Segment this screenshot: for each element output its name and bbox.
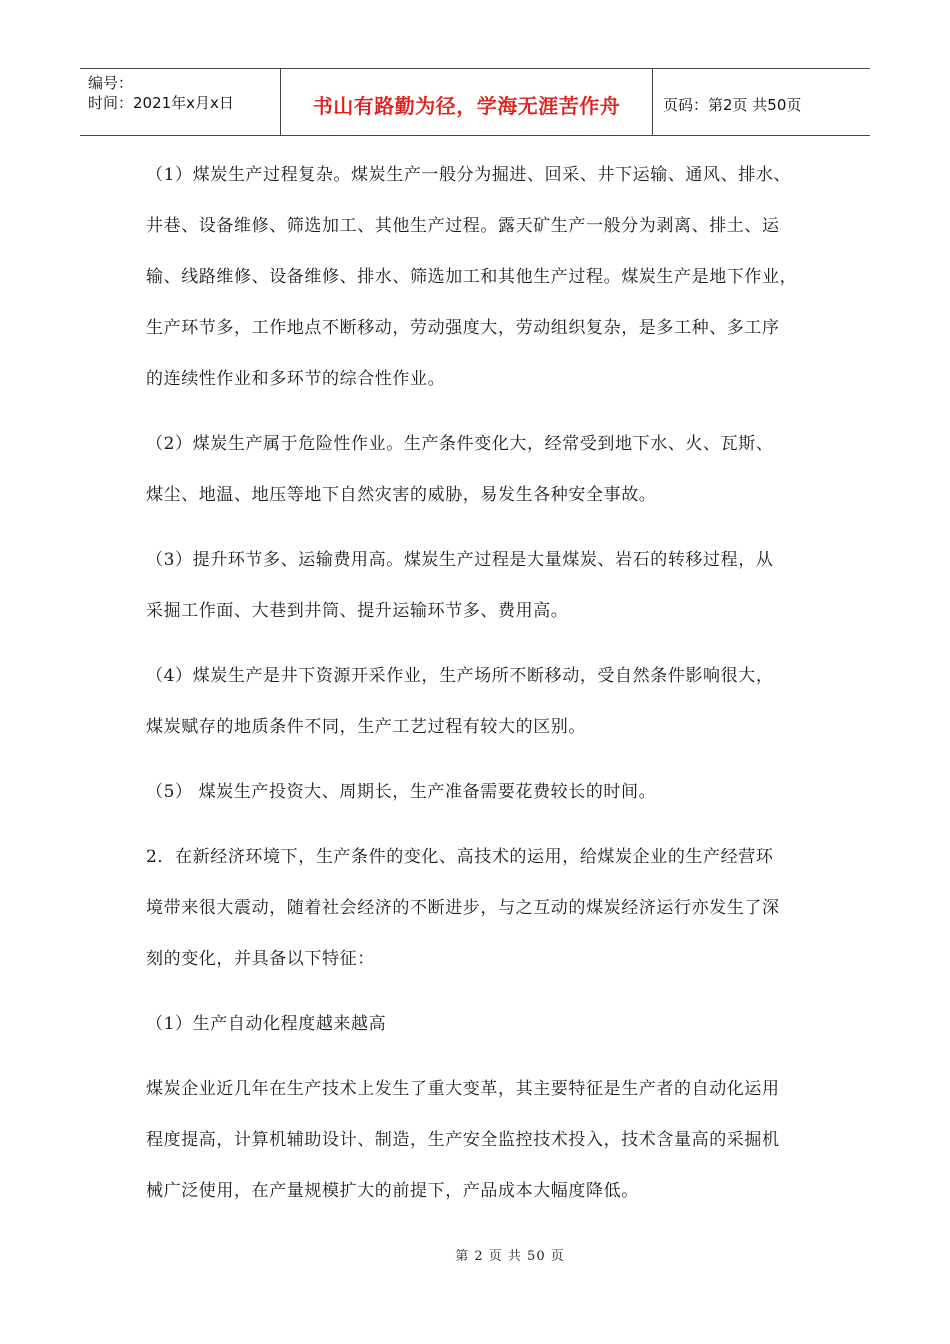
body-line: 采掘工作面、大巷到井筒、提升运输环节多、费用高。 — [146, 601, 569, 621]
body-line: （3）提升环节多、运输费用高。煤炭生产过程是大量煤炭、岩石的转移过程，从 — [146, 550, 774, 570]
time-label: 时间：2021年x月x日 — [88, 94, 234, 112]
body-line: 井巷、设备维修、筛选加工、其他生产过程。露天矿生产一般分为剥离、排土、运 — [146, 216, 780, 236]
body-line: 煤炭企业近几年在生产技术上发生了重大变革，其主要特征是生产者的自动化运用 — [146, 1079, 780, 1099]
body-line: 程度提高，计算机辅助设计、制造，生产安全监控技术投入，技术含量高的采掘机 — [146, 1130, 780, 1150]
header-page-cell — [653, 69, 870, 135]
body-line: 煤尘、地温、地压等地下自然灾害的威胁，易发生各种安全事故。 — [146, 485, 657, 505]
body-line: 的连续性作业和多环节的综合性作业。 — [146, 369, 446, 389]
body-line: （2）煤炭生产属于危险性作业。生产条件变化大，经常受到地下水、火、瓦斯、 — [146, 434, 774, 454]
page-header — [80, 68, 870, 136]
number-label: 编号： — [88, 74, 134, 92]
header-meta-cell — [80, 69, 281, 135]
body-line: 境带来很大震动，随着社会经济的不断进步，与之互动的煤炭经济运行亦发生了深 — [146, 898, 780, 918]
page-info: 页码：第2页 共50页 — [663, 95, 802, 114]
page-footer — [0, 1245, 950, 1264]
footer-page-number: 第 2 页 共 50 页 — [455, 1249, 565, 1264]
body-line: （1）煤炭生产过程复杂。煤炭生产一般分为掘进、回采、井下运输、通风、排水、 — [146, 165, 792, 185]
document-body — [146, 150, 826, 1217]
body-line: 生产环节多，工作地点不断移动，劳动强度大，劳动组织复杂，是多工种、多工序 — [146, 318, 780, 338]
motto-text: 书山有路勤为径，学海无涯苦作舟 — [312, 93, 621, 118]
header-motto-cell — [281, 69, 653, 135]
body-line: 刻的变化，并具备以下特征： — [146, 949, 375, 969]
body-line: （4）煤炭生产是井下资源开采作业，生产场所不断移动，受自然条件影响很大， — [146, 666, 774, 686]
body-line: （5） 煤炭生产投资大、周期长，生产准备需要花费较长的时间。 — [146, 782, 657, 802]
body-line: 煤炭赋存的地质条件不同，生产工艺过程有较大的区别。 — [146, 717, 586, 737]
body-line: 输、线路维修、设备维修、排水、筛选加工和其他生产过程。煤炭生产是地下作业， — [146, 267, 798, 287]
body-line: 械广泛使用，在产量规模扩大的前提下，产品成本大幅度降低。 — [146, 1181, 639, 1201]
body-line: 2．在新经济环境下，生产条件的变化、高技术的运用，给煤炭企业的生产经营环 — [146, 847, 774, 867]
section-heading: （1）生产自动化程度越来越高 — [146, 1014, 387, 1034]
